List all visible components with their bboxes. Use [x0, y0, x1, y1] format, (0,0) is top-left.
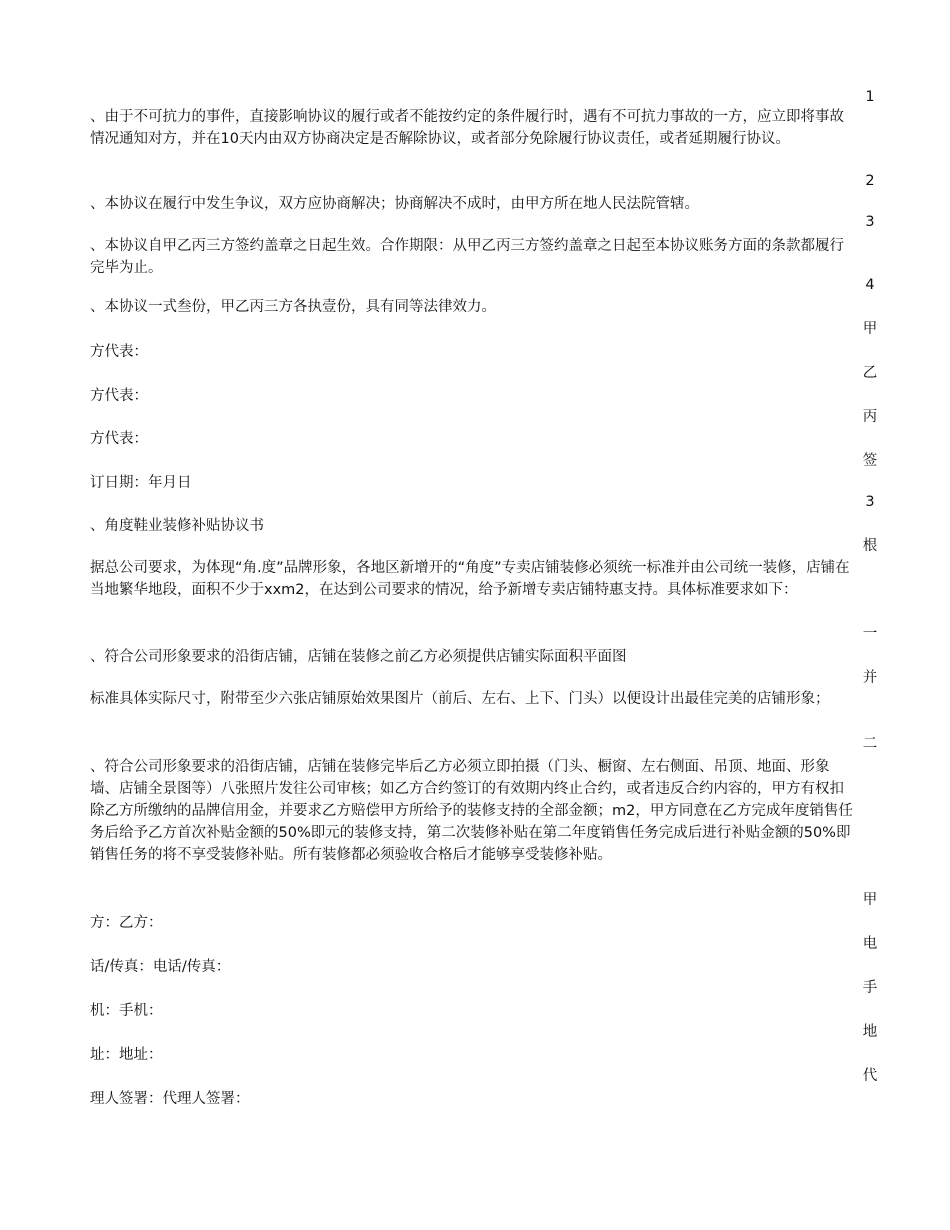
- section-title-subsidy-agreement: 、角度鞋业装修补贴协议书: [90, 518, 264, 534]
- margin-char: 甲: [862, 892, 878, 908]
- contact-mobile: 机：手机：: [90, 1003, 163, 1019]
- margin-char: 签: [862, 453, 878, 469]
- margin-char: 4: [865, 277, 875, 293]
- paragraph-dispute: 、本协议在履行中发生争议，双方应协商解决；协商解决不成时，由甲方所在地人民法院管辖。: [90, 196, 699, 212]
- signing-date: 订日期：年月日: [90, 475, 192, 491]
- margin-char: 甲: [862, 321, 878, 337]
- margin-char: 一: [862, 626, 878, 642]
- contact-phone-fax: 话/传真：电话/传真：: [90, 959, 231, 975]
- margin-char: 手: [862, 980, 878, 996]
- margin-char: 丙: [862, 409, 878, 425]
- contact-agent-signature: 理人签署：代理人签署：: [90, 1091, 250, 1107]
- margin-char: 2: [865, 173, 875, 189]
- margin-char: 3: [865, 214, 875, 230]
- contact-parties: 方：乙方：: [90, 915, 163, 931]
- margin-char: 地: [862, 1024, 878, 1040]
- paragraph-force-majeure: 、由于不可抗力的事件，直接影响协议的履行或者不能按约定的条件履行时，遇有不可抗力事故的一方，应立即将事故情况通知对方，并在10天内由双方协商决定是否解除协议，或者部分免除履行协议责任，或者延期履行协议。: [90, 109, 844, 147]
- margin-char: 根: [862, 538, 878, 554]
- paragraph-copies: 、本协议一式叁份，甲乙丙三方各执壹份，具有同等法律效力。: [90, 299, 496, 315]
- margin-char: 二: [862, 736, 878, 752]
- paragraph-photo-review: 、符合公司形象要求的沿街店铺，店铺在装修完毕后乙方必须立即拍摄（门头、橱窗、左右侧面、吊顶、地面、形象墙、店铺全景图等）八张照片发往公司审核；如乙方合约签订的有效期内终止合约，或者违反合约内容的，甲方有权扣除乙方所缴纳的品牌信用金，并要求乙方赔偿甲方所给予的装修支持的全部金额；m2，甲方同意在乙方完成年度销售任务后给予乙方首次补贴金额的50%即元的装修支持，第二次装修补贴在第二年度销售任务完成后进行补贴金额的50%即销售任务的将不享受装修补贴。所有装修都必须验收合格后才能够享受装修补贴。: [90, 759, 853, 863]
- margin-char: 代: [862, 1068, 878, 1084]
- paragraph-standard-size: 标准具体实际尺寸，附带至少六张店铺原始效果图片（前后、左右、上下、门头）以便设计出最佳完美的店铺形象；: [90, 691, 830, 707]
- margin-char: 乙: [862, 365, 878, 381]
- margin-char: 并: [862, 670, 878, 686]
- signature-party-b-rep: 方代表：: [90, 388, 148, 404]
- signature-party-a-rep: 方代表：: [90, 344, 148, 360]
- paragraph-brand-requirements: 据总公司要求，为体现“角.度”品牌形象，各地区新增开的“角度”专卖店铺装修必须统一标准并由公司统一装修，店铺在当地繁华地段，面积不少于xxm2，在达到公司要求的情况，给予新增专卖店铺特惠支持。具体标准要求如下：: [90, 560, 850, 598]
- margin-char: 3: [865, 494, 875, 510]
- margin-char: 电: [862, 936, 878, 952]
- signature-party-c-rep: 方代表：: [90, 431, 148, 447]
- margin-char: 1: [865, 89, 875, 105]
- contact-address: 址：地址：: [90, 1047, 163, 1063]
- paragraph-effective-date: 、本协议自甲乙丙三方签约盖章之日起生效。合作期限：从甲乙丙三方签约盖章之日起至本协议账务方面的条款都履行完毕为止。: [90, 238, 844, 276]
- paragraph-floor-plan: 、符合公司形象要求的沿街店铺，店铺在装修之前乙方必须提供店铺实际面积平面图: [90, 649, 627, 665]
